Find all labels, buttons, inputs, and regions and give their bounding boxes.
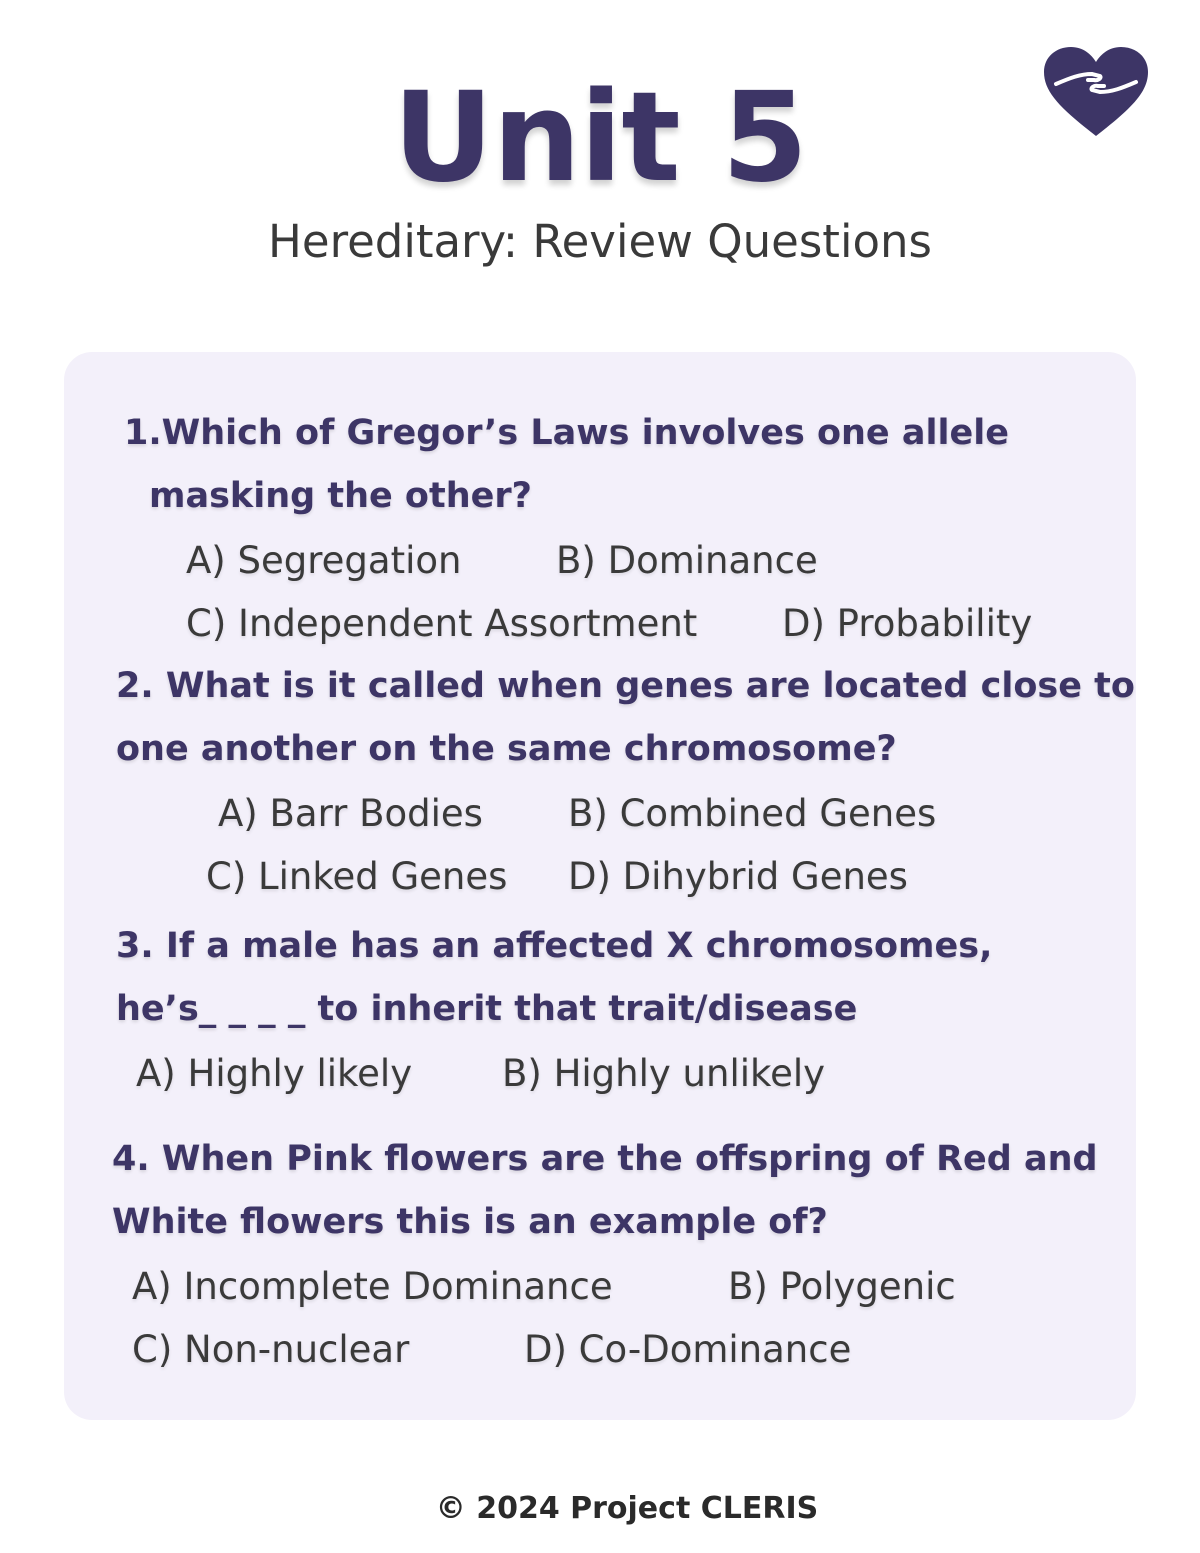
option-b: B) Combined Genes <box>568 792 937 835</box>
question-text-line-1: Which of Gregor’s Laws involves one allele <box>161 413 1009 453</box>
page-subtitle: Hereditary: Review Questions <box>268 215 932 268</box>
question-text-line-1: If a male has an affected X chromosomes, <box>165 926 993 966</box>
option-c: C) Linked Genes <box>206 855 508 898</box>
option-a: A) Incomplete Dominance <box>132 1265 613 1308</box>
question-1 <box>124 402 1009 528</box>
option-d: D) Dihybrid Genes <box>568 855 908 898</box>
question-4 <box>112 1128 1098 1254</box>
option-b: B) Polygenic <box>728 1265 956 1308</box>
option-b: B) Dominance <box>556 539 818 582</box>
question-text-line-1: What is it called when genes are located close to <box>165 666 1135 706</box>
question-3 <box>116 915 992 1041</box>
question-number: 2. <box>116 666 154 706</box>
option-a: A) Highly likely <box>136 1052 413 1095</box>
question-text-line-2: he’s_ _ _ _ to inherit that trait/disease <box>116 989 858 1029</box>
question-text-line-1: When Pink flowers are the offspring of Red and <box>161 1139 1098 1179</box>
question-number: 4. <box>112 1139 150 1179</box>
question-text-line-2: one another on the same chromosome? <box>116 729 897 769</box>
option-d: D) Probability <box>782 602 1033 645</box>
question-number: 3. <box>116 926 154 966</box>
option-d: D) Co-Dominance <box>524 1328 852 1371</box>
copyright-footer: © 2024 Project CLERIS <box>435 1491 819 1526</box>
question-number: 1. <box>124 413 162 453</box>
option-a: A) Segregation <box>186 539 462 582</box>
option-a: A) Barr Bodies <box>218 792 483 835</box>
question-2 <box>116 655 1135 781</box>
question-text-line-2: masking the other? <box>149 476 532 516</box>
option-c: C) Non-nuclear <box>132 1328 410 1371</box>
page-title: Unit 5 <box>392 66 808 210</box>
option-b: B) Highly unlikely <box>502 1052 826 1095</box>
question-text-line-2: White flowers this is an example of? <box>112 1202 828 1242</box>
option-c: C) Independent Assortment <box>186 602 698 645</box>
